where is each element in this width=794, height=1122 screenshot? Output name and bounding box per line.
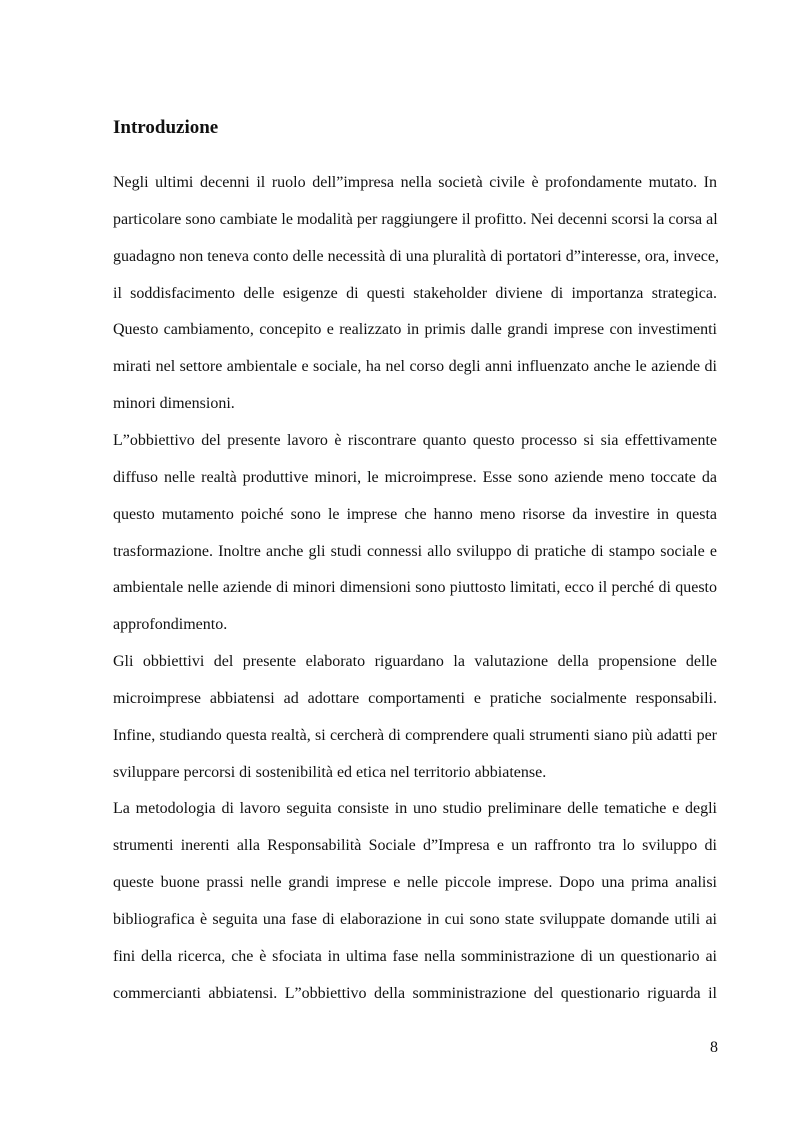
text-line: questo mutamento poiché sono le imprese che hanno meno risorse da investire in questa [113,506,717,523]
text-line: strumenti inerenti alla Responsabilità Sociale d”Impresa e un raffronto tra lo sviluppo di [113,837,717,854]
text-line: Infine, studiando questa realtà, si cercherà di comprendere quali strumenti siano più adatti per [113,727,717,744]
text-line: ambientale nelle aziende di minori dimensioni sono piuttosto limitati, ecco il perché di questo [113,579,717,596]
text-line: mirati nel settore ambientale e sociale, ha nel corso degli anni influenzato anche le aziende di [113,358,717,375]
text-line: L”obbiettivo del presente lavoro è riscontrare quanto questo processo si sia effettivamente [113,432,717,449]
text-line: diffuso nelle realtà produttive minori, le microimprese. Esse sono aziende meno toccate da [113,469,717,486]
text-line: approfondimento. [113,616,228,633]
text-line: particolare sono cambiate le modalità per raggiungere il profitto. Nei decenni scorsi la corsa al [113,211,718,228]
section-heading: Introduzione [113,117,219,138]
text-line: Questo cambiamento, concepito e realizzato in primis dalle grandi imprese con investimenti [113,321,717,338]
text-line: bibliografica è seguita una fase di elaborazione in cui sono state sviluppate domande utili ai [113,911,717,928]
page-number: 8 [710,1039,718,1056]
text-line: sviluppare percorsi di sostenibilità ed etica nel territorio abbiatense. [113,764,547,781]
text-line: La metodologia di lavoro seguita consiste in uno studio preliminare delle tematiche e degli [113,800,717,817]
text-line: fini della ricerca, che è sfociata in ultima fase nella somministrazione di un questionario ai [113,948,717,965]
text-line: il soddisfacimento delle esigenze di questi stakeholder diviene di importanza strategica. [113,285,717,302]
text-line: commercianti abbiatensi. L”obbiettivo della somministrazione del questionario riguarda il [113,985,717,1002]
text-line: microimprese abbiatensi ad adottare comportamenti e pratiche socialmente responsabili. [113,690,717,707]
text-line: queste buone prassi nelle grandi imprese e nelle piccole imprese. Dopo una prima analisi [113,874,717,891]
text-line: Negli ultimi decenni il ruolo dell”impresa nella società civile è profondamente mutato. In [113,174,717,191]
text-line: minori dimensioni. [113,395,235,412]
text-line: guadagno non teneva conto delle necessità di una pluralità di portatori d”interesse, ora, invece, [113,248,719,265]
text-line: trasformazione. Inoltre anche gli studi connessi allo sviluppo di pratiche di stampo sociale e [113,543,717,560]
text-line: Gli obbiettivi del presente elaborato riguardano la valutazione della propensione delle [113,653,717,670]
